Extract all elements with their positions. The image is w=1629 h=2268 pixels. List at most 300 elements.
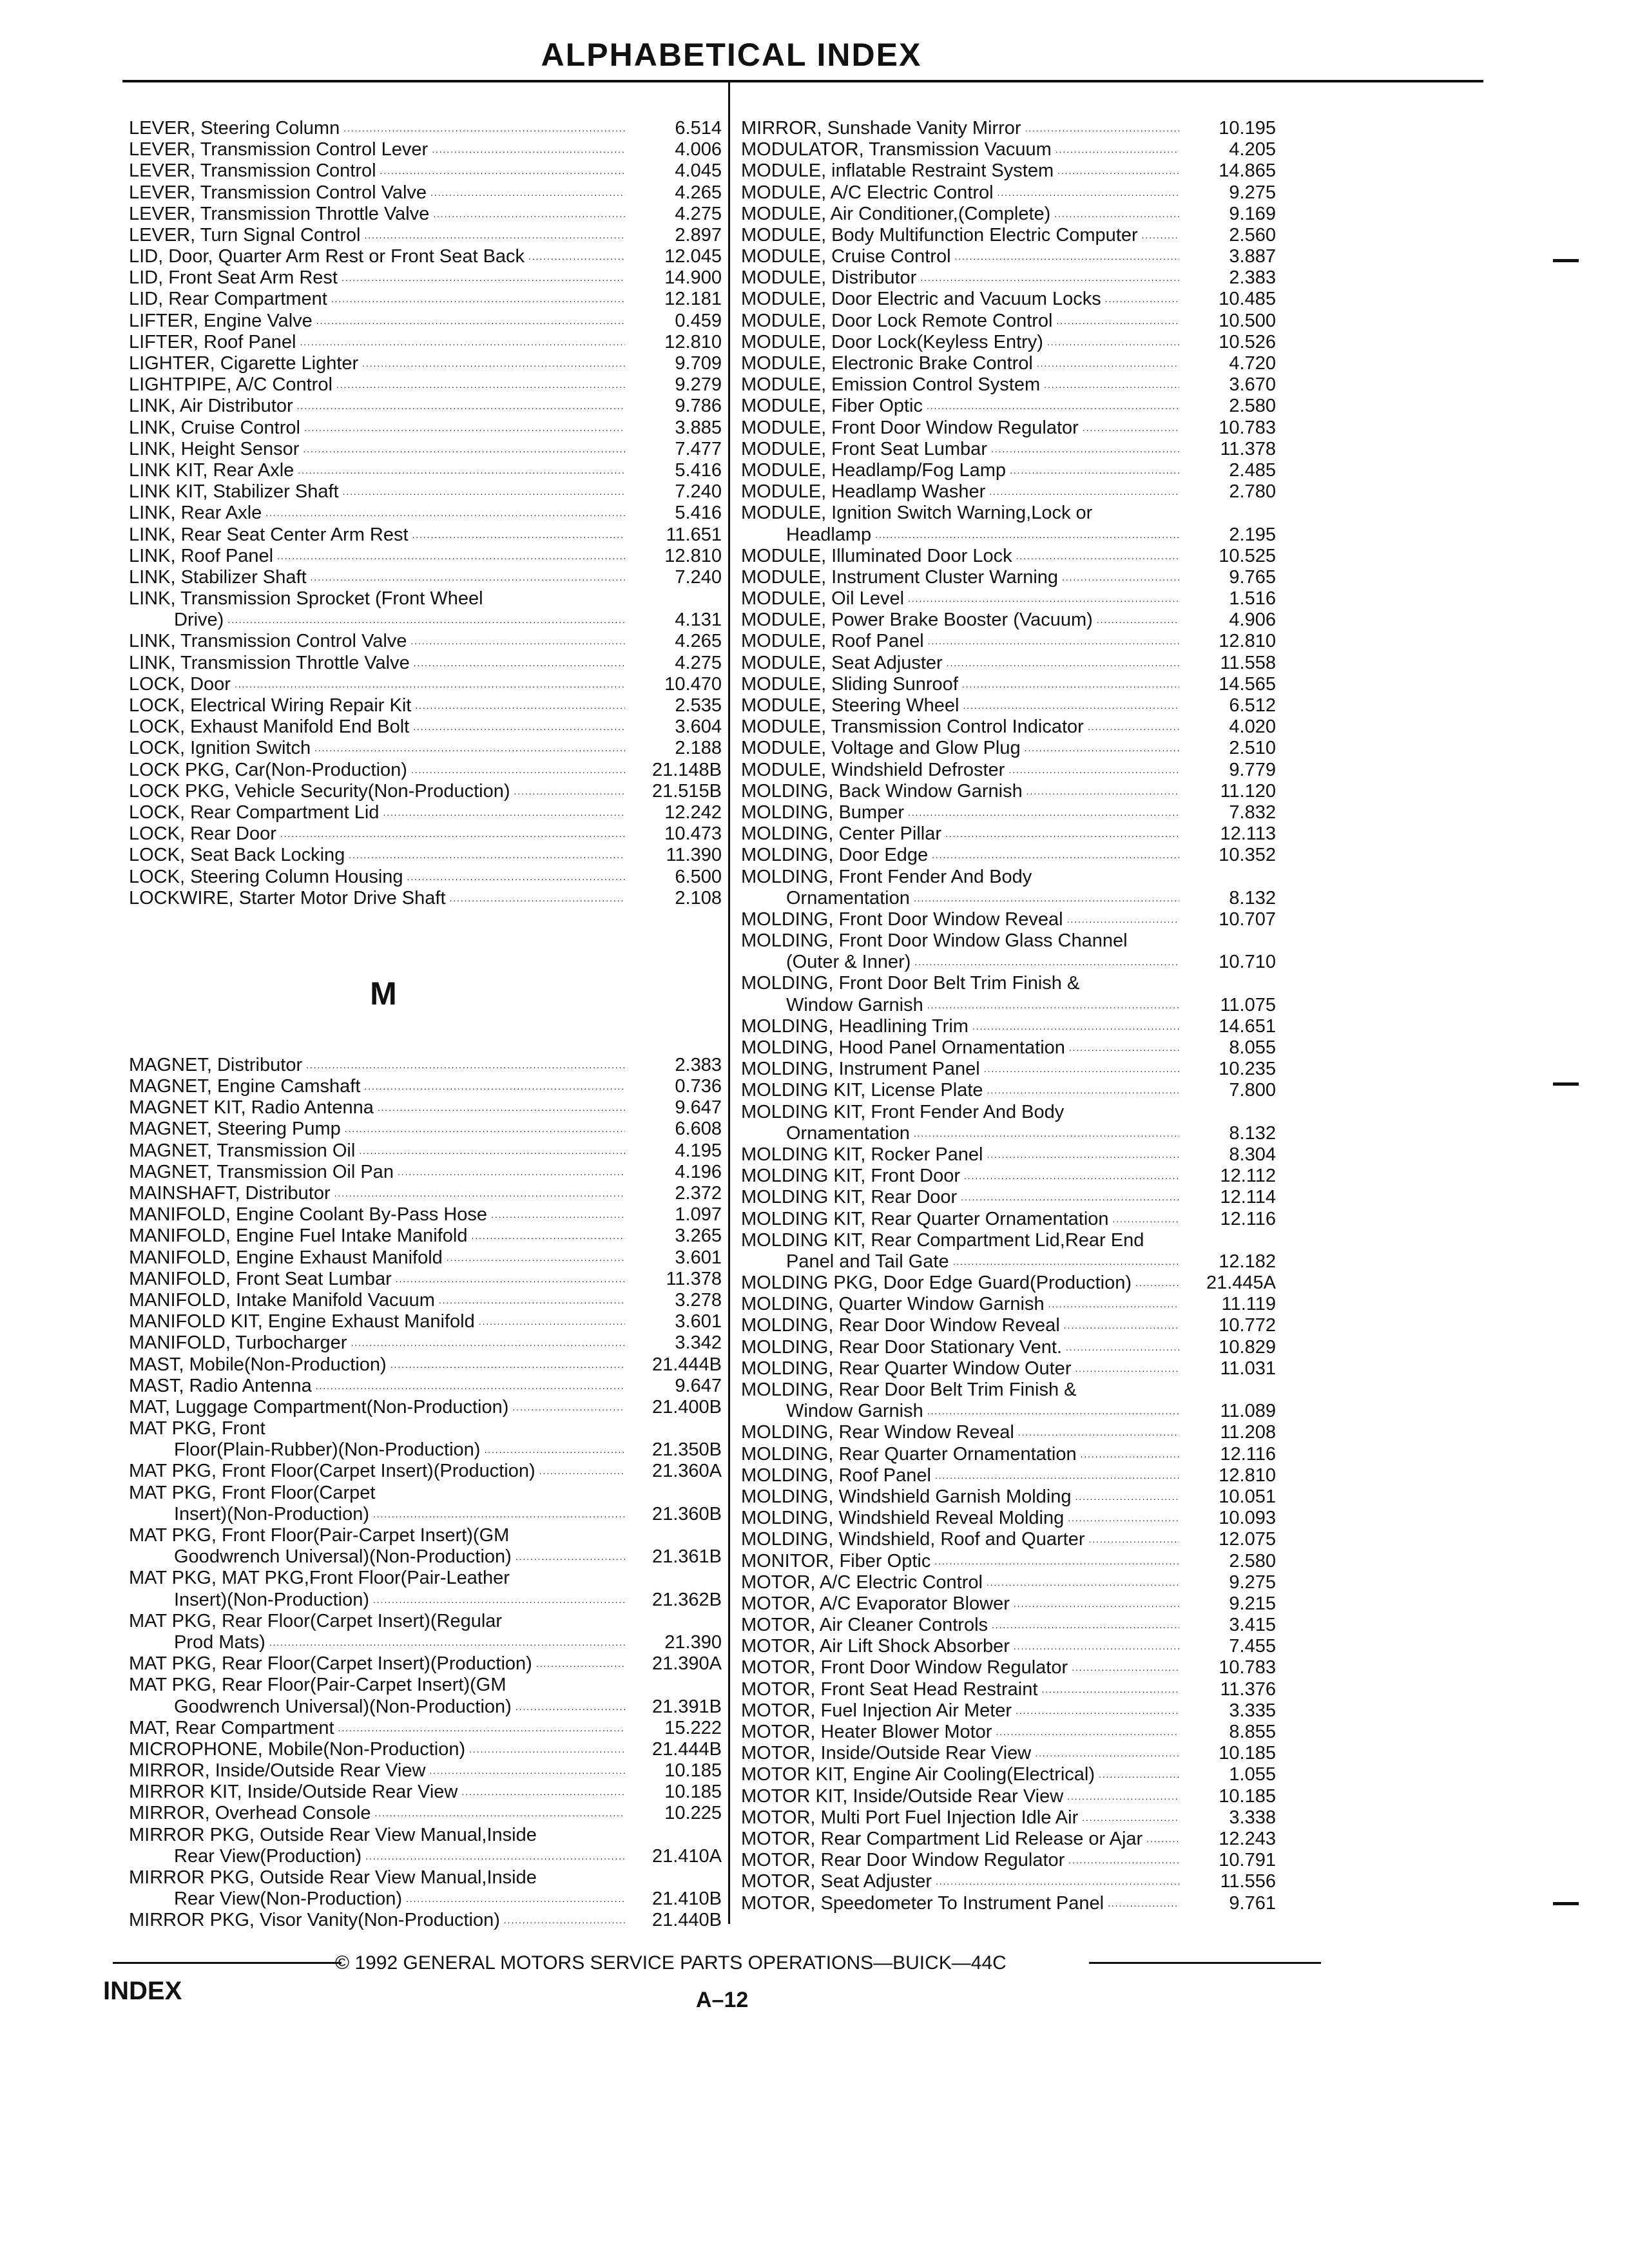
entry-page-ref: 3.601 xyxy=(675,1247,722,1268)
entry-label: MODULATOR, Transmission Vacuum xyxy=(741,139,1052,160)
leader-dots xyxy=(443,1245,625,1269)
entry-label: LOCK, Ignition Switch xyxy=(129,738,311,759)
entry-page-ref: 3.338 xyxy=(1229,1807,1276,1828)
entry-page-ref: 11.120 xyxy=(1220,780,1276,802)
entry-label: MOTOR, Front Door Window Regulator xyxy=(741,1657,1068,1678)
entry-label: LOCK, Rear Door xyxy=(129,823,276,845)
entry-page-ref: 4.265 xyxy=(675,182,722,203)
entry-label: LID, Front Seat Arm Rest xyxy=(129,267,338,289)
leader-dots xyxy=(1060,1312,1179,1336)
entry-label: MOLDING KIT, Rear Door xyxy=(741,1187,958,1208)
entry-page-ref: 8.855 xyxy=(1229,1722,1276,1743)
leader-dots xyxy=(1012,543,1179,567)
entry-label: MIRROR, Sunshade Vanity Mirror xyxy=(741,117,1021,139)
entry-page-ref: 21.391B xyxy=(651,1696,722,1717)
entry-page-ref: 10.525 xyxy=(1219,545,1276,566)
margin-tick-top xyxy=(1553,259,1579,262)
leader-dots xyxy=(483,586,722,610)
entry-label: MODULE, Electronic Brake Control xyxy=(741,353,1033,374)
leader-dots xyxy=(923,1398,1179,1422)
entry-label: MANIFOLD, Engine Fuel Intake Manifold xyxy=(129,1225,468,1247)
entry-page-ref: 21.360B xyxy=(651,1503,722,1524)
leader-dots xyxy=(931,1463,1179,1486)
leader-dots xyxy=(969,1014,1179,1037)
leader-dots xyxy=(265,1416,722,1439)
entry-page-ref: 21.390A xyxy=(651,1653,722,1675)
leader-dots xyxy=(951,244,1179,267)
entry-label: MOTOR, Inside/Outside Rear View xyxy=(741,1743,1032,1764)
entry-label: LOCK, Exhaust Manifold End Bolt xyxy=(129,716,410,738)
entry-label: MAGNET, Steering Pump xyxy=(129,1119,341,1140)
leader-dots xyxy=(1064,1099,1276,1123)
leader-dots xyxy=(265,1629,625,1653)
leader-dots xyxy=(379,800,625,823)
entry-page-ref: 21.410A xyxy=(651,1845,722,1867)
leader-dots xyxy=(293,393,625,417)
entry-label: MODULE, Fiber Optic xyxy=(741,396,923,417)
index-entry xyxy=(129,1760,722,1782)
leader-dots xyxy=(1084,1526,1179,1550)
index-entry xyxy=(741,1016,1276,1037)
entry-page-ref: 3.601 xyxy=(675,1311,722,1332)
entry-page-ref: 7.832 xyxy=(1229,802,1276,823)
entry-label: MAST, Mobile(Non-Production) xyxy=(129,1354,387,1375)
entry-label: MAGNET, Transmission Oil Pan xyxy=(129,1161,394,1182)
entry-page-ref: 4.045 xyxy=(675,160,722,182)
entry-page-ref: 21.148B xyxy=(651,759,722,780)
index-entry xyxy=(741,760,1276,781)
leader-dots xyxy=(1138,222,1179,246)
leader-dots xyxy=(1054,158,1179,182)
leader-dots xyxy=(1077,1377,1277,1401)
leader-dots xyxy=(402,1886,625,1910)
entry-page-ref: 0.459 xyxy=(675,310,722,331)
leader-dots xyxy=(340,115,625,139)
leader-dots xyxy=(312,1373,625,1397)
entry-label: MOLDING KIT, Front Fender And Body xyxy=(741,1101,1065,1122)
entry-page-ref: 10.185 xyxy=(664,1760,722,1782)
leader-dots xyxy=(983,1570,1179,1593)
entry-page-ref: 14.565 xyxy=(1219,673,1276,695)
entry-page-ref: 4.275 xyxy=(675,652,722,673)
leader-dots xyxy=(509,1523,722,1546)
entry-page-ref: 5.416 xyxy=(675,503,722,524)
margin-tick-bottom xyxy=(1553,1902,1579,1905)
leader-dots xyxy=(959,693,1179,716)
entry-label: MODULE, inflatable Restraint System xyxy=(741,160,1054,182)
entry-label: LOCK PKG, Vehicle Security(Non-Production) xyxy=(129,780,510,802)
entry-page-ref: 21.350B xyxy=(651,1439,722,1461)
entry-page-ref: 10.500 xyxy=(1219,310,1276,331)
leader-dots xyxy=(1043,329,1179,353)
entry-label: MODULE, Ignition Switch Warning,Lock or xyxy=(741,503,1093,524)
leader-dots xyxy=(409,714,625,738)
entry-label: MOLDING, Hood Panel Ornamentation xyxy=(741,1037,1065,1059)
entry-page-ref: 12.810 xyxy=(1219,1465,1276,1486)
entry-page-ref: 11.390 xyxy=(666,845,722,866)
index-entry xyxy=(129,1418,722,1439)
entry-label: MANIFOLD KIT, Engine Exhaust Manifold xyxy=(129,1311,475,1332)
entry-page-ref: 9.779 xyxy=(1229,759,1276,780)
entry-label: Prod Mats) xyxy=(174,1631,265,1653)
entry-label: MAST, Radio Antenna xyxy=(129,1375,312,1396)
entry-page-ref: 3.335 xyxy=(1229,1700,1276,1721)
entry-label: MOTOR, Air Cleaner Controls xyxy=(741,1615,988,1636)
leader-dots xyxy=(1079,970,1276,994)
leader-dots xyxy=(407,628,625,652)
leader-dots xyxy=(425,1758,625,1782)
entry-page-ref: 10.710 xyxy=(1219,952,1276,973)
index-entry xyxy=(129,225,722,246)
entry-label: LEVER, Steering Column xyxy=(129,117,340,139)
entry-page-ref: 1.055 xyxy=(1229,1764,1276,1785)
entry-label: LEVER, Transmission Control xyxy=(129,160,376,182)
leader-dots xyxy=(1031,1740,1179,1764)
leader-dots xyxy=(427,180,625,204)
leader-dots xyxy=(988,1612,1179,1636)
entry-page-ref: 2.780 xyxy=(1229,481,1276,503)
entry-page-ref: 11.378 xyxy=(1220,438,1276,459)
entry-page-ref: 4.196 xyxy=(675,1161,722,1182)
leader-dots xyxy=(1078,1805,1179,1829)
leader-dots xyxy=(532,1651,625,1675)
leader-dots xyxy=(458,1779,625,1803)
entry-label: LINK, Stabilizer Shaft xyxy=(129,566,307,588)
leader-dots xyxy=(410,650,625,674)
entry-page-ref: 2.372 xyxy=(675,1183,722,1204)
entry-label: Goodwrench Universal)(Non-Production) xyxy=(174,1696,512,1717)
entry-label: MOLDING, Rear Window Reveal xyxy=(741,1422,1014,1443)
index-entry xyxy=(741,588,1276,610)
entry-label: MOTOR, Fuel Injection Air Meter xyxy=(741,1700,1012,1721)
index-entry xyxy=(741,182,1276,204)
entry-label: MOLDING, Rear Quarter Ornamentation xyxy=(741,1443,1077,1465)
entry-page-ref: 4.265 xyxy=(675,631,722,652)
entry-page-ref: 11.378 xyxy=(666,1268,722,1289)
leader-dots xyxy=(904,800,1179,823)
entry-label: MOLDING, Quarter Window Garnish xyxy=(741,1294,1045,1315)
entry-page-ref: 9.765 xyxy=(1229,566,1276,588)
entry-label: MIRROR, Inside/Outside Rear View xyxy=(129,1760,426,1782)
section-letter-m: M xyxy=(370,975,397,1012)
index-entry xyxy=(129,1204,722,1225)
entry-page-ref: 11.119 xyxy=(1221,1294,1276,1315)
entry-label: MODULE, A/C Electric Control xyxy=(741,182,994,203)
entry-page-ref: 12.045 xyxy=(664,246,722,267)
entry-page-ref: 10.526 xyxy=(1219,331,1276,352)
index-entry xyxy=(741,1764,1276,1785)
leader-dots xyxy=(910,1120,1179,1144)
entry-label: MODULE, Voltage and Glow Plug xyxy=(741,738,1021,759)
index-entry xyxy=(741,1786,1276,1807)
entry-label: MODULE, Door Lock Remote Control xyxy=(741,310,1053,331)
entry-page-ref: 2.580 xyxy=(1229,396,1276,417)
entry-label: MANIFOLD, Turbocharger xyxy=(129,1332,347,1354)
entry-label: MIRROR KIT, Inside/Outside Rear View xyxy=(129,1782,458,1803)
index-entry xyxy=(741,118,1276,139)
entry-page-ref: 12.112 xyxy=(1220,1166,1276,1187)
leader-dots xyxy=(296,329,626,353)
leader-dots xyxy=(475,1309,625,1332)
entry-label: MOLDING, Roof Panel xyxy=(741,1465,931,1486)
entry-label: MANIFOLD, Front Seat Lumbar xyxy=(129,1268,392,1289)
leader-dots xyxy=(1077,1441,1179,1465)
leader-dots xyxy=(487,1202,625,1225)
entry-page-ref: 11.075 xyxy=(1220,994,1276,1015)
entry-label: MOLDING, Back Window Garnish xyxy=(741,780,1023,802)
entry-label: MOLDING, Door Edge xyxy=(741,845,929,866)
entry-page-ref: 21.362B xyxy=(651,1589,722,1610)
index-entry xyxy=(741,1722,1276,1743)
entry-label: LIGHTER, Cigarette Lighter xyxy=(129,353,359,374)
entry-label: LINK KIT, Rear Axle xyxy=(129,459,294,481)
entry-label: MOLDING, Rear Door Window Reveal xyxy=(741,1315,1060,1336)
leader-dots xyxy=(331,1180,625,1204)
entry-label: LINK, Transmission Sprocket (Front Wheel xyxy=(129,588,483,610)
entry-label: MOLDING, Rear Door Stationary Vent. xyxy=(741,1336,1063,1358)
leader-dots xyxy=(339,479,625,503)
entry-page-ref: 21.440B xyxy=(651,1910,722,1931)
index-entry xyxy=(741,204,1276,225)
index-entry xyxy=(741,311,1276,332)
index-entry xyxy=(741,1829,1276,1850)
index-entry xyxy=(129,1290,722,1311)
index-entry xyxy=(741,1316,1276,1337)
index-entry xyxy=(741,695,1276,716)
index-entry xyxy=(129,760,722,781)
entry-page-ref: 4.195 xyxy=(675,1140,722,1161)
entry-label: Window Garnish xyxy=(786,1401,923,1422)
entry-label: MOTOR KIT, Inside/Outside Rear View xyxy=(741,1785,1064,1807)
section-gap xyxy=(129,909,722,971)
entry-page-ref: 11.558 xyxy=(1220,652,1276,673)
index-entry xyxy=(741,1893,1276,1914)
footer-index-label: INDEX xyxy=(103,1977,182,2005)
index-entry xyxy=(741,1636,1276,1657)
entry-label: MIRROR, Overhead Console xyxy=(129,1803,371,1824)
entry-page-ref: 12.243 xyxy=(1219,1828,1276,1849)
index-entry xyxy=(129,1269,722,1290)
leader-dots xyxy=(983,1142,1180,1166)
entry-page-ref: 11.089 xyxy=(1220,1401,1276,1422)
leader-dots xyxy=(327,286,625,310)
index-entry xyxy=(741,1273,1276,1294)
leader-dots xyxy=(1101,286,1179,310)
leader-dots xyxy=(928,842,1179,866)
entry-label: LINK, Transmission Control Valve xyxy=(129,631,407,652)
leader-dots xyxy=(506,1672,722,1696)
margin-tick-middle xyxy=(1553,1082,1579,1086)
leader-dots xyxy=(949,1249,1179,1273)
entry-page-ref: 3.604 xyxy=(675,716,722,738)
entry-page-ref: 2.195 xyxy=(1229,524,1276,545)
index-entry xyxy=(129,1439,722,1461)
leader-dots xyxy=(467,1223,625,1247)
entry-label: LINK, Height Sensor xyxy=(129,438,300,459)
entry-label: Headlamp xyxy=(786,524,872,545)
entry-label: MAT PKG, MAT PKG,Front Floor(Pair-Leather xyxy=(129,1568,510,1589)
entry-page-ref: 9.647 xyxy=(675,1097,722,1119)
entry-label: MOTOR KIT, Engine Air Cooling(Electrical) xyxy=(741,1764,1095,1785)
leader-dots xyxy=(1045,1291,1179,1315)
leader-dots xyxy=(500,1907,625,1931)
leader-dots xyxy=(1064,1505,1179,1529)
entry-label: MODULE, Transmission Control Indicator xyxy=(741,716,1084,738)
entry-label: MODULE, Seat Adjuster xyxy=(741,652,943,673)
index-entry xyxy=(129,867,722,888)
leader-dots xyxy=(347,1330,625,1354)
entry-label: MIRROR PKG, Outside Rear View Manual,Inside xyxy=(129,1824,537,1845)
leader-dots xyxy=(923,393,1179,417)
entry-page-ref: 12.810 xyxy=(664,331,722,352)
index-entry xyxy=(741,1486,1276,1508)
index-entry xyxy=(741,888,1276,909)
entry-page-ref: 10.235 xyxy=(1219,1059,1276,1080)
entry-label: Window Garnish xyxy=(786,994,923,1015)
entry-label: MOLDING, Windshield Reveal Molding xyxy=(741,1508,1065,1529)
entry-page-ref: 10.772 xyxy=(1219,1315,1276,1336)
entry-label: MODULE, Steering Wheel xyxy=(741,695,959,716)
entry-label: MOLDING, Windshield, Roof and Quarter xyxy=(741,1529,1085,1550)
entry-label: LIFTER, Roof Panel xyxy=(129,331,296,352)
entry-page-ref: 3.670 xyxy=(1229,374,1276,396)
entry-label: MOLDING, Windshield Garnish Molding xyxy=(741,1486,1072,1507)
entry-label: MOTOR, Rear Compartment Lid Release or Ajar xyxy=(741,1828,1143,1849)
leader-dots xyxy=(525,244,625,267)
leader-dots xyxy=(508,1394,625,1418)
entry-page-ref: 10.791 xyxy=(1219,1850,1276,1871)
entry-page-ref: 11.376 xyxy=(1220,1678,1276,1700)
footer-rule-right xyxy=(1089,1962,1321,1964)
entry-page-ref: 0.736 xyxy=(675,1076,722,1097)
entries-m-list xyxy=(129,1055,722,1932)
index-entry xyxy=(741,267,1276,289)
entry-page-ref: 9.169 xyxy=(1229,203,1276,224)
leader-dots xyxy=(1006,457,1179,481)
entry-page-ref: 8.304 xyxy=(1229,1144,1276,1165)
index-entry xyxy=(741,289,1276,311)
entry-label: LEVER, Transmission Throttle Valve xyxy=(129,203,430,224)
leader-dots xyxy=(407,757,625,781)
entry-label: MODULE, Oil Level xyxy=(741,588,905,610)
entry-label: LIFTER, Engine Valve xyxy=(129,310,313,331)
leader-dots xyxy=(1065,1847,1179,1871)
leader-dots xyxy=(369,1587,625,1611)
entry-page-ref: 7.240 xyxy=(675,566,722,588)
leader-dots xyxy=(273,543,625,567)
leader-dots xyxy=(510,778,625,802)
entry-label: MOTOR, Heater Blower Motor xyxy=(741,1722,992,1743)
index-entry xyxy=(741,1337,1276,1358)
title-rule xyxy=(122,80,1483,82)
entry-page-ref: 5.416 xyxy=(675,459,722,481)
entry-page-ref: 10.783 xyxy=(1219,417,1276,438)
entry-label: MOTOR, Front Seat Head Restraint xyxy=(741,1678,1038,1700)
entry-page-ref: 12.113 xyxy=(1220,823,1276,845)
entry-page-ref: 2.510 xyxy=(1229,738,1276,759)
entry-label: MOTOR, Speedometer To Instrument Panel xyxy=(741,1892,1104,1914)
entry-page-ref: 9.761 xyxy=(1229,1892,1276,1914)
index-entry xyxy=(741,1251,1276,1273)
leader-dots xyxy=(923,992,1179,1016)
entry-label: MODULE, Headlamp Washer xyxy=(741,481,986,503)
leader-dots xyxy=(1144,1227,1276,1251)
index-entry xyxy=(129,1675,722,1696)
leader-dots xyxy=(1084,714,1179,738)
entry-label: MANIFOLD, Intake Manifold Vacuum xyxy=(129,1289,435,1311)
entry-page-ref: 2.535 xyxy=(675,695,722,716)
leader-dots xyxy=(904,586,1179,610)
leader-dots xyxy=(465,1736,625,1760)
entry-label: LOCK, Electrical Wiring Repair Kit xyxy=(129,695,412,716)
leader-dots xyxy=(1052,137,1179,160)
leader-dots xyxy=(224,607,625,631)
entry-label: MODULE, Front Seat Lumbar xyxy=(741,438,987,459)
entry-page-ref: 3.265 xyxy=(675,1225,722,1247)
leader-dots xyxy=(371,1800,625,1824)
entry-page-ref: 14.900 xyxy=(664,267,722,289)
leader-dots xyxy=(1104,1890,1179,1914)
entry-label: Ornamentation xyxy=(786,1122,910,1144)
entry-label: MODULE, Illuminated Door Lock xyxy=(741,545,1012,566)
leader-dots xyxy=(537,1865,722,1888)
index-entry xyxy=(129,1376,722,1397)
index-entry xyxy=(741,1871,1276,1892)
entry-page-ref: 2.383 xyxy=(1229,267,1276,289)
entry-page-ref: 12.810 xyxy=(664,545,722,566)
entry-label: MOLDING PKG, Door Edge Guard(Production) xyxy=(741,1273,1132,1294)
entry-page-ref: 3.887 xyxy=(1229,246,1276,267)
leader-dots xyxy=(429,201,625,225)
entry-page-ref: 4.205 xyxy=(1229,139,1276,160)
entry-label: MODULE, Emission Control System xyxy=(741,374,1041,396)
entry-page-ref: 12.114 xyxy=(1220,1187,1276,1208)
entry-label: MAGNET, Transmission Oil xyxy=(129,1140,356,1161)
leader-dots xyxy=(409,522,625,546)
entry-page-ref: 2.580 xyxy=(1229,1550,1276,1571)
entry-page-ref: 2.560 xyxy=(1229,224,1276,245)
leader-dots xyxy=(871,522,1179,546)
entry-page-ref: 10.093 xyxy=(1219,1508,1276,1529)
index-entry xyxy=(741,546,1276,567)
leader-dots xyxy=(987,436,1179,460)
leader-dots xyxy=(355,1138,625,1162)
entry-label: MAT PKG, Rear Floor(Pair-Carpet Insert)(GM xyxy=(129,1675,506,1696)
leader-dots xyxy=(1058,564,1179,588)
entry-page-ref: 21.444B xyxy=(651,1738,722,1760)
entry-page-ref: 6.500 xyxy=(675,866,722,887)
entry-label: MOLDING, Bumper xyxy=(741,802,904,823)
entry-page-ref: 21.390 xyxy=(664,1631,722,1653)
entry-label: LIGHTPIPE, A/C Control xyxy=(129,374,333,396)
leader-dots xyxy=(992,1719,1179,1743)
left-column xyxy=(129,118,722,1932)
index-entry xyxy=(741,353,1276,374)
leader-dots xyxy=(1128,928,1276,952)
entry-label: MODULE, Door Electric and Vacuum Locks xyxy=(741,289,1101,310)
right-column xyxy=(741,118,1276,1914)
index-entry xyxy=(741,1508,1276,1529)
entry-label: Floor(Plain-Rubber)(Non-Production) xyxy=(174,1439,481,1461)
entry-label: MICROPHONE, Mobile(Non-Production) xyxy=(129,1738,466,1760)
leader-dots xyxy=(930,1548,1179,1572)
leader-dots xyxy=(387,1352,625,1376)
leader-dots xyxy=(1071,1356,1179,1379)
index-entry xyxy=(129,888,722,909)
entry-page-ref: 21.444B xyxy=(651,1354,722,1375)
entry-label: MAT PKG, Front Floor(Carpet xyxy=(129,1482,376,1503)
leader-dots xyxy=(512,1694,625,1718)
